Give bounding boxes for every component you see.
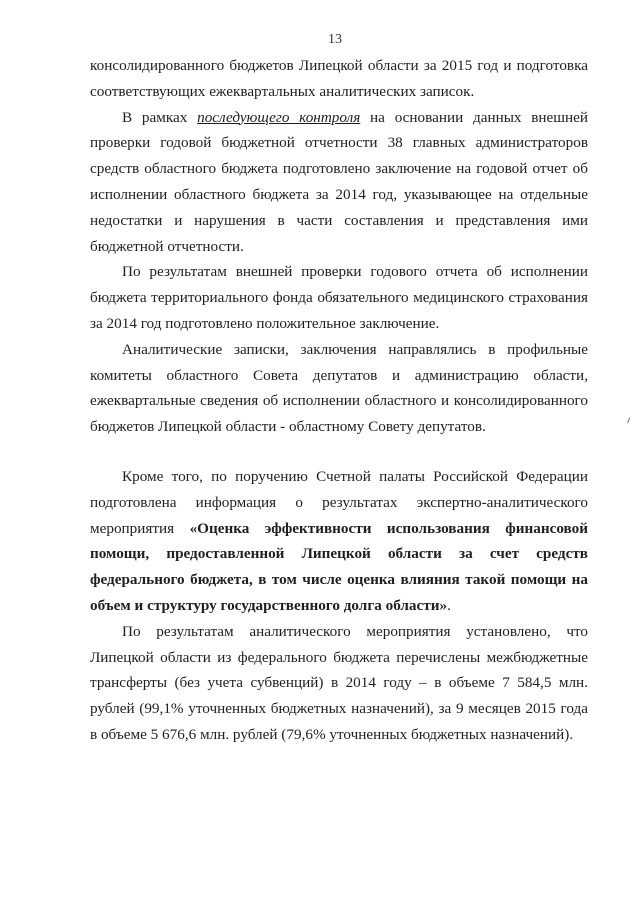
page-number: 13 (328, 32, 342, 47)
document-body (90, 53, 588, 748)
paragraph-accounts-chamber (90, 464, 588, 619)
paragraph-analytical-notes: Аналитические записки, заключения направлялись в профильные комитеты областного Совета депутатов и администрацию области, ежеквартальные сведения об исполнении областного и консолидированного бюджетов Липецкой области - областному Совету депутатов. (90, 340, 588, 436)
paragraph-continuation: консолидированного бюджетов Липецкой области за 2015 год и подготовка соответствующих ежеквартальных аналитических записок. (90, 57, 588, 100)
paragraph-text: . (447, 596, 451, 614)
paragraph-followup-control (90, 105, 588, 260)
margin-mark (627, 417, 634, 424)
event-title: «Оценка эффективности использования финансовой помощи, предоставленной Липецкой области за счет средств федерального бюджета, в том числе оценка влияния такой помощи на объем и структуру государственного долга области» (90, 519, 588, 614)
paragraph-results: По результатам аналитического мероприятия установлено, что Липецкой области из федерального бюджета перечислены межбюджетные трансферты (без учета субвенций) в 2014 году – в объеме 7 584,5 млн. рублей (99,1% уточненных бюджетных назначений), за 9 месяцев 2015 года в объеме 5 676,6 млн. рублей (79,6% уточненных бюджетных назначений). (90, 622, 588, 743)
paragraph-text: В рамках (122, 108, 198, 126)
paragraph-gap (90, 440, 588, 464)
paragraph-text: на основании данных внешней проверки годовой бюджетной отчетности 38 главных администраторов средств областного бюджета подготовлено заключение на годовой отчет об исполнении областного бюджета за 2014 год, указывающее на отдельные недостатки и нарушения в части составления и представления ими бюджетной отчетности. (90, 108, 588, 255)
paragraph-text: Кроме того, по поручению Счетной палаты Российской Федерации подготовлена информация о результатах экспертно-аналитического мероприятия (90, 467, 588, 537)
emphasized-term: последующего контроля (197, 108, 361, 126)
paragraph-insurance-fund: По результатам внешней проверки годового отчета об исполнении бюджета территориального фонда обязательного медицинского страхования за 2014 год подготовлено положительное заключение. (90, 263, 588, 332)
